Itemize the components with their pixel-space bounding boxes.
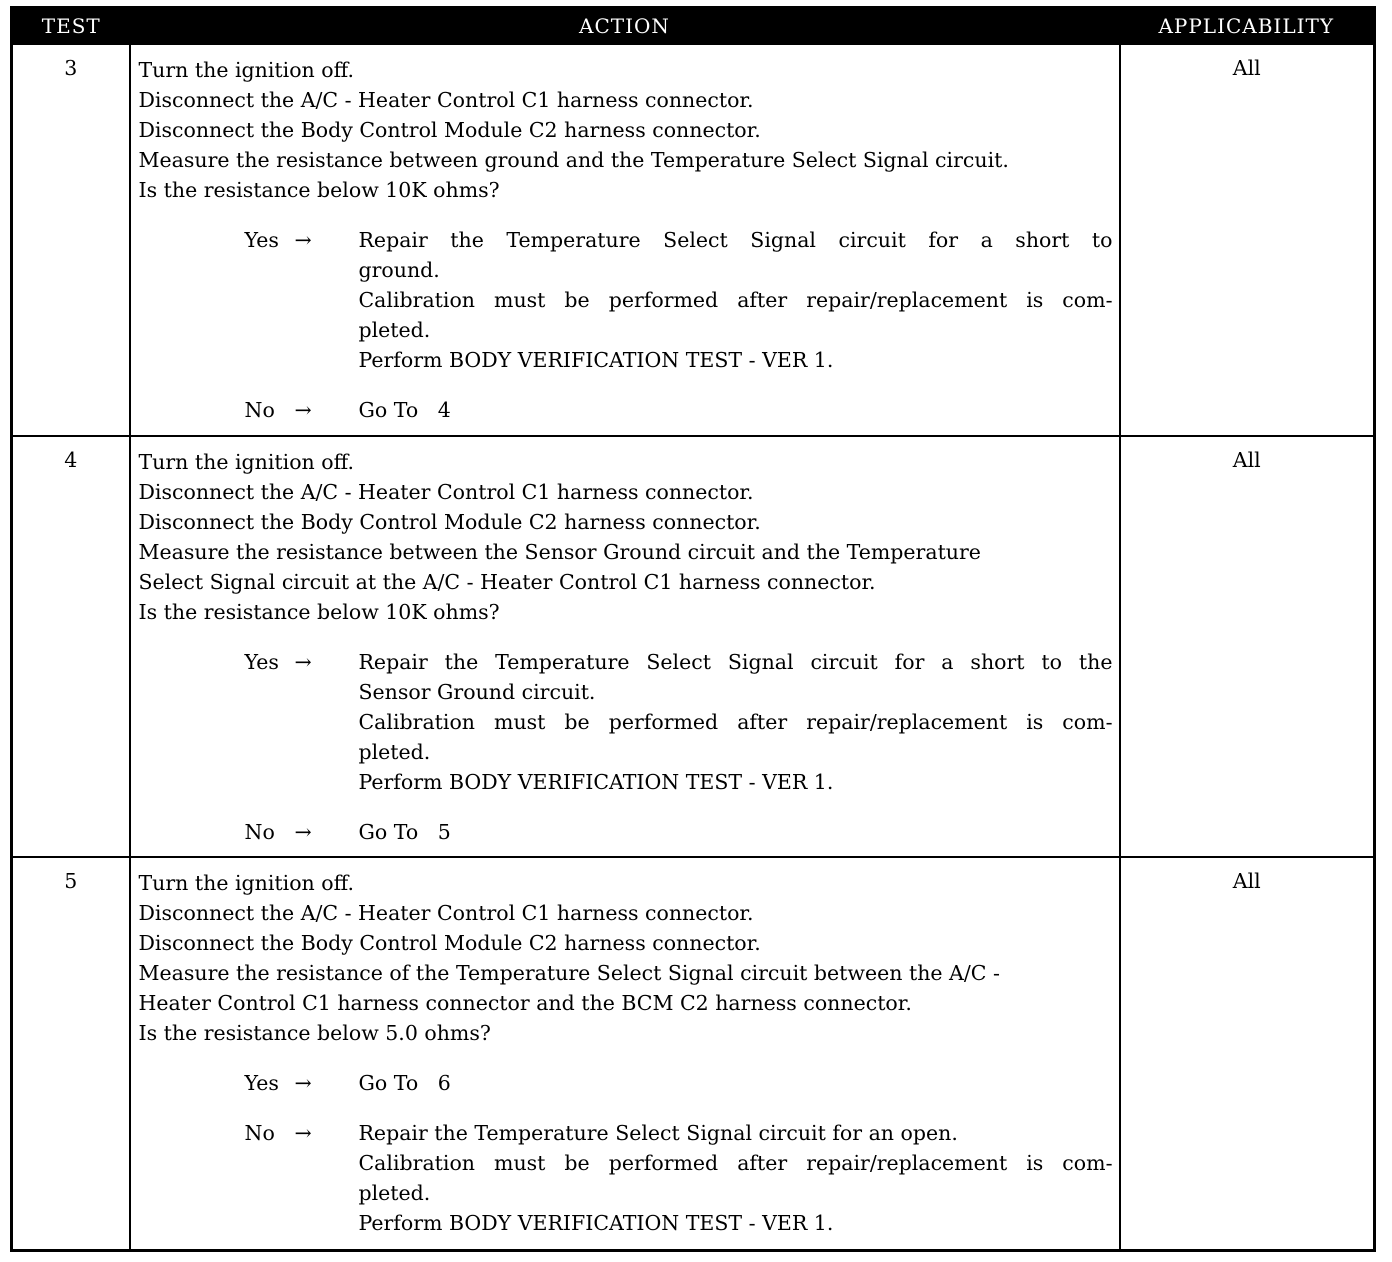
table-row (12, 44, 1375, 436)
action-step: Disconnect the A/C - Heater Control C1 harness connector. (138, 901, 754, 925)
result-text (359, 817, 1113, 847)
result-line: Perform BODY VERIFICATION TEST - VER 1. (358, 1211, 834, 1235)
arrow-right-icon: → (294, 820, 312, 844)
result-line: Calibration must be performed after repair/replacement is com- (358, 1151, 1113, 1175)
action-step: Is the resistance below 10K ohms? (138, 600, 500, 624)
table-header (12, 8, 1375, 45)
result-label: No (244, 1121, 275, 1145)
action-cell (130, 436, 1120, 857)
action-step: Disconnect the A/C - Heater Control C1 harness connector. (138, 88, 754, 112)
arrow-right-icon: → (294, 398, 312, 422)
result-line: pleted. (358, 318, 431, 342)
result-line: Go To 6 (358, 1071, 451, 1095)
action-step: Is the resistance below 10K ohms? (138, 178, 500, 202)
action-step: Turn the ignition off. (138, 58, 354, 82)
arrow-right-icon: → (294, 650, 312, 674)
result-line: ground. (358, 258, 440, 282)
result-line: Go To 5 (358, 820, 451, 844)
test-number: 4 (12, 436, 130, 857)
result-label: No (244, 398, 275, 422)
result-yes (139, 647, 1113, 797)
result-no (139, 1118, 1113, 1238)
result-line: pleted. (358, 740, 431, 764)
result-text (359, 647, 1113, 797)
action-step: Disconnect the A/C - Heater Control C1 harness connector. (138, 480, 754, 504)
test-number: 5 (12, 857, 130, 1250)
action-step: Heater Control C1 harness connector and the BCM C2 harness connector. (138, 991, 912, 1015)
action-step: Turn the ignition off. (138, 871, 354, 895)
arrow-right-icon: → (294, 228, 312, 252)
result-line: Repair the Temperature Select Signal circuit for an open. (358, 1121, 958, 1145)
result-line: Repair the Temperature Select Signal circuit for a short to the (358, 650, 1113, 674)
result-line: Repair the Temperature Select Signal circuit for a short to (358, 228, 1113, 252)
action-step: Disconnect the Body Control Module C2 harness connector. (138, 510, 761, 534)
action-cell (130, 857, 1120, 1250)
result-label: Yes (244, 228, 279, 252)
table-row (12, 857, 1375, 1250)
result-line: Calibration must be performed after repair/replacement is com- (358, 710, 1113, 734)
result-label: No (244, 820, 275, 844)
result-text (359, 225, 1113, 375)
result-text (359, 395, 1113, 425)
result-line: Perform BODY VERIFICATION TEST - VER 1. (358, 770, 834, 794)
result-line: Go To 4 (358, 398, 451, 422)
result-yes (139, 1068, 1113, 1098)
action-step: Disconnect the Body Control Module C2 harness connector. (138, 118, 761, 142)
result-label: Yes (244, 1071, 279, 1095)
result-text (359, 1068, 1113, 1098)
result-label: Yes (244, 650, 279, 674)
diagnostic-test-table (10, 6, 1376, 1252)
arrow-right-icon: → (294, 1071, 312, 1095)
action-step: Disconnect the Body Control Module C2 harness connector. (138, 931, 761, 955)
result-no (139, 395, 1113, 425)
result-text (359, 1118, 1113, 1238)
action-step: Measure the resistance of the Temperature Select Signal circuit between the A/C - (138, 961, 1000, 985)
result-yes (139, 225, 1113, 375)
header-applicability: APPLICABILITY (1120, 8, 1375, 45)
action-step: Measure the resistance between ground and the Temperature Select Signal circuit. (138, 148, 1009, 172)
action-step: Turn the ignition off. (138, 450, 354, 474)
result-line: pleted. (358, 1181, 431, 1205)
action-cell (130, 44, 1120, 436)
header-action: ACTION (130, 8, 1120, 45)
test-number: 3 (12, 44, 130, 436)
result-line: Perform BODY VERIFICATION TEST - VER 1. (358, 348, 834, 372)
arrow-right-icon: → (294, 1121, 312, 1145)
result-line: Sensor Ground circuit. (358, 680, 596, 704)
action-step: Select Signal circuit at the A/C - Heater Control C1 harness connector. (138, 570, 876, 594)
table-row (12, 436, 1375, 857)
header-test: TEST (12, 8, 130, 45)
action-step: Is the resistance below 5.0 ohms? (138, 1021, 491, 1045)
result-line: Calibration must be performed after repair/replacement is com- (358, 288, 1113, 312)
result-no (139, 817, 1113, 847)
applicability-value: All (1120, 44, 1375, 436)
action-step: Measure the resistance between the Sensor Ground circuit and the Temperature (138, 540, 981, 564)
applicability-value: All (1120, 436, 1375, 857)
applicability-value: All (1120, 857, 1375, 1250)
